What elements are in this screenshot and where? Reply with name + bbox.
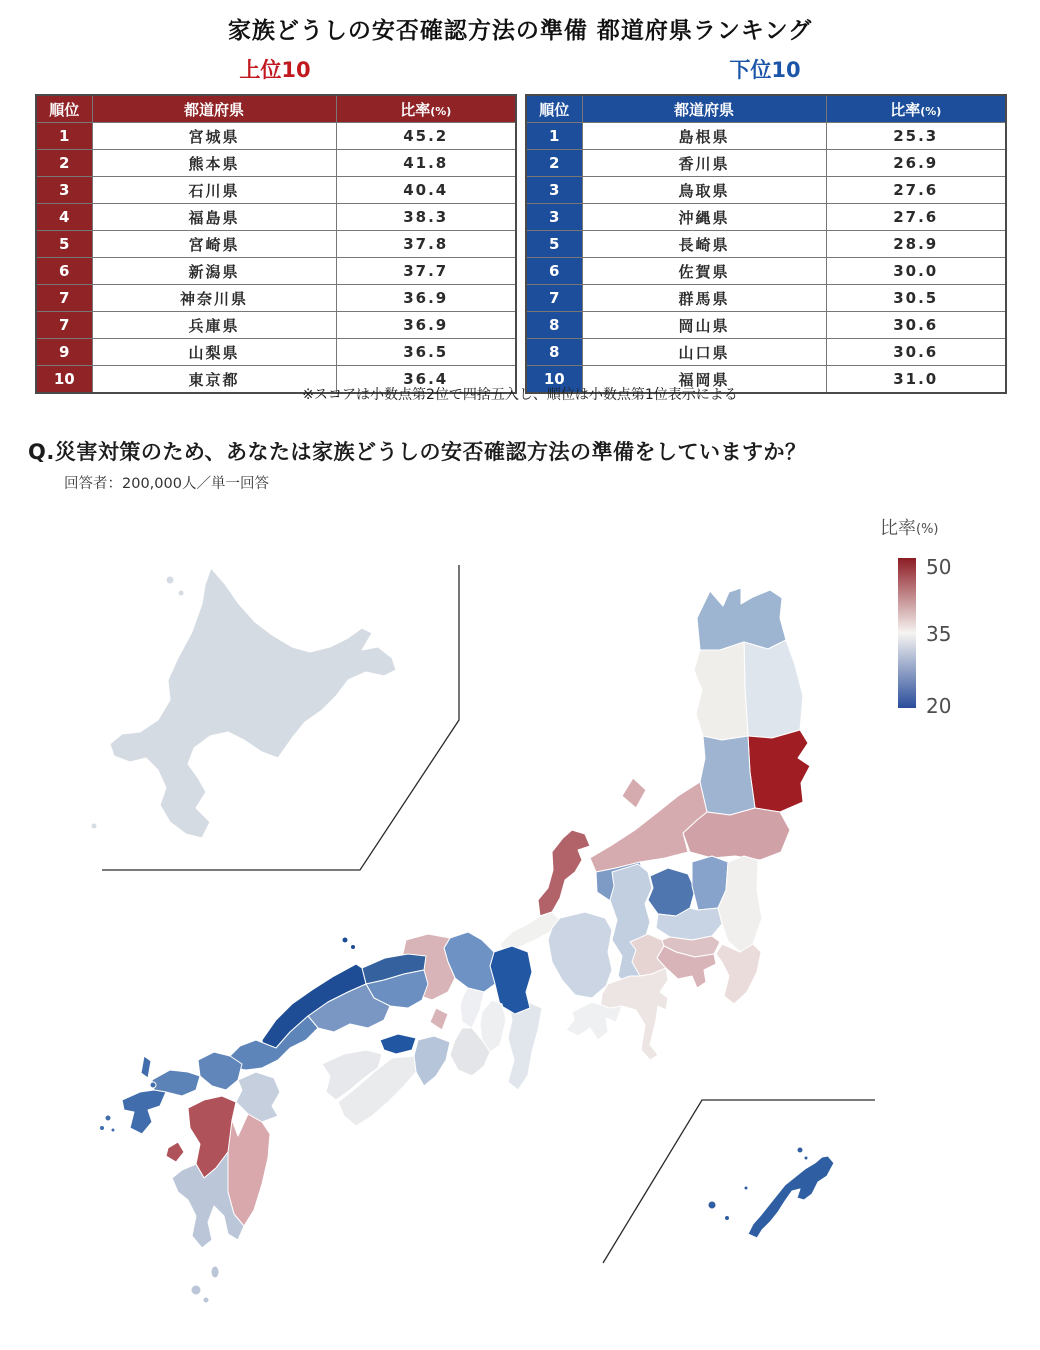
val-cell: 38.3 xyxy=(336,204,516,231)
table-header-row xyxy=(526,95,1006,123)
val-cell: 27.6 xyxy=(826,204,1006,231)
prefecture-iwate xyxy=(744,640,803,738)
prefecture-yamagata xyxy=(700,736,755,815)
pref-cell: 兵庫県 xyxy=(92,312,336,339)
top10-label: 上位10 xyxy=(239,58,311,82)
legend-min-tick: 20 xyxy=(926,694,952,718)
table-row xyxy=(36,204,516,231)
prefecture-kagawa xyxy=(380,1034,416,1054)
val-cell: 41.8 xyxy=(336,150,516,177)
table-row xyxy=(36,177,516,204)
prefecture-nagasaki xyxy=(100,1056,167,1134)
rank-cell: 6 xyxy=(526,258,582,285)
table-row xyxy=(36,231,516,258)
prefecture-okinawa xyxy=(708,1147,834,1238)
table-row xyxy=(36,123,516,150)
prefecture-hokkaido xyxy=(91,568,396,838)
prefecture-oita xyxy=(236,1072,280,1122)
prefecture-tokushima xyxy=(414,1036,450,1086)
pref-cell: 長崎県 xyxy=(582,231,826,258)
val-cell: 36.9 xyxy=(336,285,516,312)
rank-cell: 10 xyxy=(526,366,582,394)
pref-cell: 石川県 xyxy=(92,177,336,204)
table-row xyxy=(526,231,1006,258)
pref-column-header: 都道府県 xyxy=(92,95,336,123)
pref-cell: 鳥取県 xyxy=(582,177,826,204)
rank-cell: 1 xyxy=(36,123,92,150)
val-cell: 30.5 xyxy=(826,285,1006,312)
rank-cell: 6 xyxy=(36,258,92,285)
table-row xyxy=(36,312,516,339)
pref-cell: 宮城県 xyxy=(92,123,336,150)
color-legend xyxy=(880,518,951,718)
rank-column-header: 順位 xyxy=(36,95,92,123)
legend-mid-tick: 35 xyxy=(926,622,952,646)
legend-max-tick: 50 xyxy=(926,555,952,579)
val-cell: 45.2 xyxy=(336,123,516,150)
rank-cell: 3 xyxy=(36,177,92,204)
prefecture-ishikawa xyxy=(538,830,590,916)
pref-cell: 宮崎県 xyxy=(92,231,336,258)
val-cell: 30.6 xyxy=(826,312,1006,339)
prefecture-gifu xyxy=(548,912,612,998)
rank-cell: 8 xyxy=(526,312,582,339)
score-footnote: ※スコアは小数点第2位で四捨五入し、順位は小数点第1位表示による xyxy=(302,387,738,403)
rank-cell: 3 xyxy=(526,204,582,231)
pref-cell: 山口県 xyxy=(582,339,826,366)
rank-cell: 7 xyxy=(36,285,92,312)
table-row xyxy=(526,339,1006,366)
respondents-note: 回答者：200,000人／単一回答 xyxy=(64,476,269,492)
val-cell: 37.8 xyxy=(336,231,516,258)
okinawa-inset-line xyxy=(603,1100,875,1263)
prefecture-aomori xyxy=(697,588,786,650)
bottom10-label: 下位10 xyxy=(729,58,801,82)
table-row xyxy=(526,204,1006,231)
rank-cell: 2 xyxy=(36,150,92,177)
prefecture-mie xyxy=(508,1002,542,1090)
pref-cell: 佐賀県 xyxy=(582,258,826,285)
pref-cell: 群馬県 xyxy=(582,285,826,312)
legend-title: 比率(%) xyxy=(880,518,939,539)
legend-gradient-bar xyxy=(898,558,916,708)
pref-cell: 福島県 xyxy=(92,204,336,231)
val-cell: 36.5 xyxy=(336,339,516,366)
pref-cell: 沖縄県 xyxy=(582,204,826,231)
table-row xyxy=(526,123,1006,150)
pref-cell: 香川県 xyxy=(582,150,826,177)
val-cell: 36.4 xyxy=(336,366,516,394)
val-cell: 26.9 xyxy=(826,150,1006,177)
table-row xyxy=(526,150,1006,177)
rank-cell: 8 xyxy=(526,339,582,366)
rate-column-header: 比率(%) xyxy=(826,95,1006,123)
table-row xyxy=(36,150,516,177)
pref-cell: 山梨県 xyxy=(92,339,336,366)
page-title: 家族どうしの安否確認方法の準備 都道府県ランキング xyxy=(227,18,813,44)
pref-cell: 福岡県 xyxy=(582,366,826,394)
val-cell: 30.6 xyxy=(826,339,1006,366)
table-header-row xyxy=(36,95,516,123)
prefecture-miyazaki xyxy=(228,1114,270,1226)
rank-cell: 5 xyxy=(36,231,92,258)
pref-cell: 神奈川県 xyxy=(92,285,336,312)
rank-cell: 5 xyxy=(526,231,582,258)
bottom10-table xyxy=(525,94,1007,394)
rank-cell: 7 xyxy=(36,312,92,339)
prefecture-aichi xyxy=(566,1002,622,1040)
rank-cell: 2 xyxy=(526,150,582,177)
val-cell: 25.3 xyxy=(826,123,1006,150)
rate-column-header: 比率(%) xyxy=(336,95,516,123)
prefecture-akita xyxy=(694,642,748,740)
rank-cell: 3 xyxy=(526,177,582,204)
prefecture-chiba xyxy=(716,944,761,1004)
table-row xyxy=(526,285,1006,312)
top10-table xyxy=(35,94,517,394)
rank-cell: 7 xyxy=(526,285,582,312)
pref-cell: 熊本県 xyxy=(92,150,336,177)
rank-cell: 10 xyxy=(36,366,92,394)
table-row xyxy=(36,285,516,312)
table-row xyxy=(526,177,1006,204)
val-cell: 27.6 xyxy=(826,177,1006,204)
val-cell: 40.4 xyxy=(336,177,516,204)
rank-cell: 1 xyxy=(526,123,582,150)
rank-cell: 9 xyxy=(36,339,92,366)
val-cell: 31.0 xyxy=(826,366,1006,394)
table-row xyxy=(36,258,516,285)
pref-cell: 新潟県 xyxy=(92,258,336,285)
rank-column-header: 順位 xyxy=(526,95,582,123)
prefecture-niigata xyxy=(590,778,707,872)
rank-cell: 4 xyxy=(36,204,92,231)
pref-cell: 岡山県 xyxy=(582,312,826,339)
val-cell: 30.0 xyxy=(826,258,1006,285)
survey-question: Q.災害対策のため、あなたは家族どうしの安否確認方法の準備をしていますか？ xyxy=(28,440,807,464)
val-cell: 28.9 xyxy=(826,231,1006,258)
val-cell: 37.7 xyxy=(336,258,516,285)
japan-choropleth-map xyxy=(0,500,1040,1350)
table-row xyxy=(526,258,1006,285)
table-row xyxy=(526,312,1006,339)
val-cell: 36.9 xyxy=(336,312,516,339)
pref-column-header: 都道府県 xyxy=(582,95,826,123)
pref-cell: 島根県 xyxy=(582,123,826,150)
prefecture-miyagi xyxy=(748,730,810,812)
pref-cell: 東京都 xyxy=(92,366,336,394)
table-row xyxy=(36,339,516,366)
